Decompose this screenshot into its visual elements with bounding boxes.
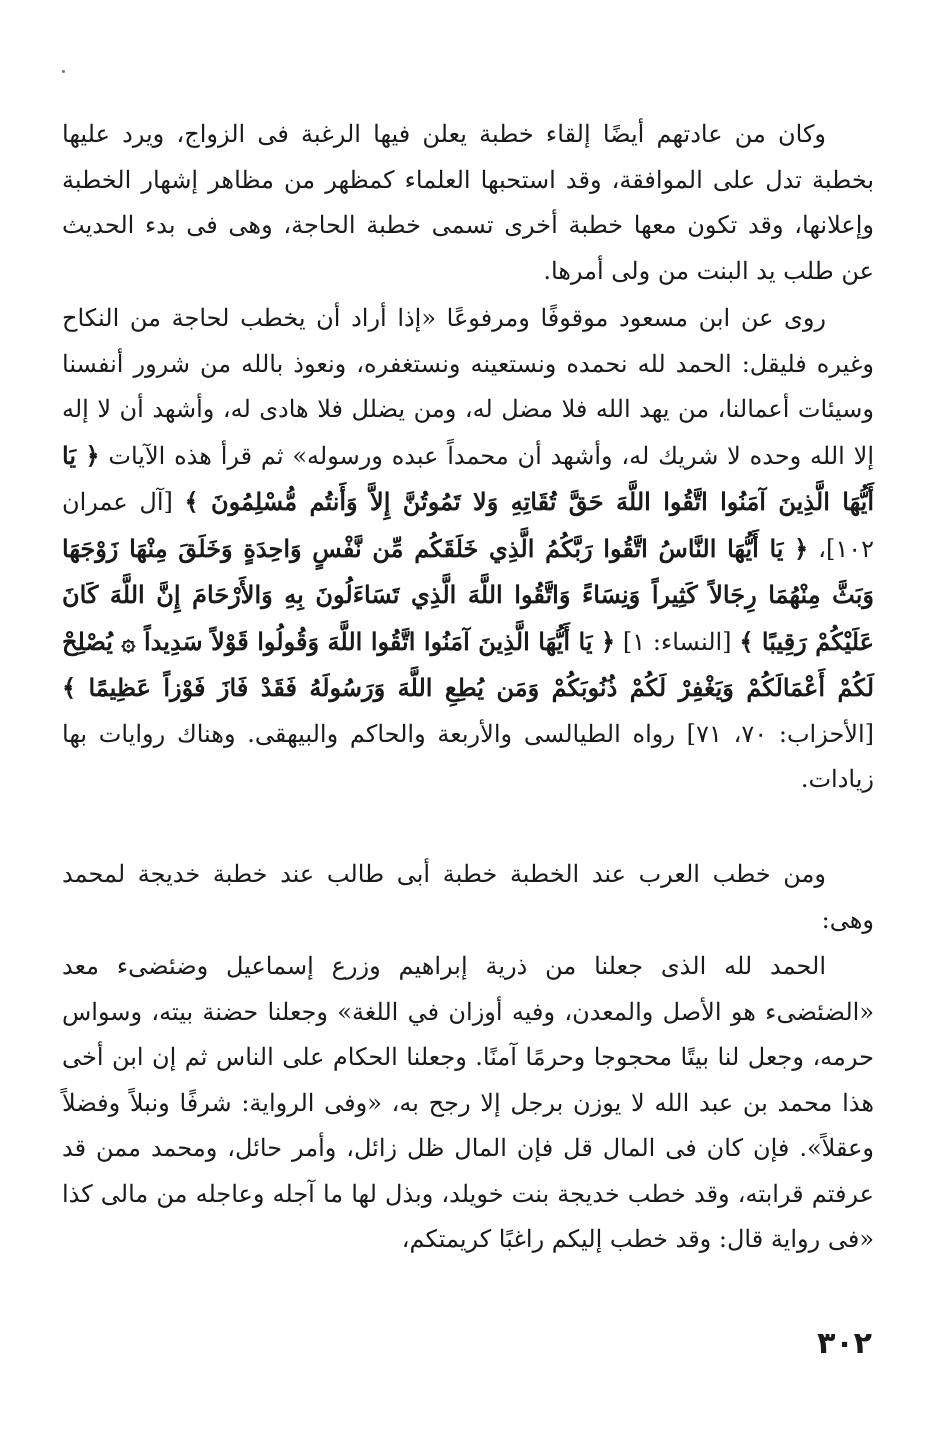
quran-verse-al-ahzab: ﴿ يَا أَيُّهَا الَّذِينَ آمَنُوا اتَّقُوا اللَّهَ وَقُولُوا قَوْلاً سَدِيداً ۞ يُصْلِحْ لَكُمْ أَعْمَالَكُمْ وَيَغْفِرْ لَكُمْ ذُنُوبَكُمْ وَمَن يُطِعِ اللَّهَ وَرَسُولَهُ فَقَدْ فَازَ فَوْزاً عَظِيمًا ﴾ bbox=[62, 626, 874, 702]
hadith-text: روى عن ابن مسعود موقوفًا ومرفوعًا «إذا أراد أن يخطب لحاجة من النكاح وغيره فليقل: الحمد لله نحمده ونستعينه ونستغفره، ونعوذ بالله من شرور أنفسنا وسيئات أعمالنا، من يهد الله فلا مضل له، ومن يضلل فلا هادى له، وأشهد أن لا إله إلا الله وحده لا شريك له، وأشهد أن محمداً عبده ورسوله» ثم قرأ هذه الآيات bbox=[62, 304, 874, 470]
verse-reference-an-nisa: [النساء: ١] bbox=[615, 627, 740, 656]
page-number: ٣٠٢ bbox=[817, 1326, 872, 1361]
quran-verse-al-imran: ﴿ يَا أَيُّهَا الَّذِينَ آمَنُوا اتَّقُوا اللَّهَ حَقَّ تُقَاتِهِ وَلا تَمُوتُنَّ إِلاَّ وَأَنتُم مُّسْلِمُونَ ﴾ bbox=[62, 440, 874, 516]
paragraph-text: ومن خطب العرب عند الخطبة خطبة أبى طالب عند خطبة خديجة لمحمد وهى: bbox=[62, 860, 874, 934]
paragraph-text: وكان من عادتهم أيضًا إلقاء خطبة يعلن فيها الرغبة فى الزواج، ويرد عليها بخطبة تدل على الموافقة، وقد استحبها العلماء كمظهر من مظاهر إشهار الخطبة وإعلانها، وقد تكون معها خطبة أخرى تسمى خطبة الحاجة، وهى فى بدء الحديث عن طلب يد البنت من ولى أمرها. bbox=[62, 120, 875, 285]
paragraph-abu-talib-sermon bbox=[62, 944, 874, 1263]
paragraph-hadith-sermon bbox=[62, 296, 874, 803]
verse-reference-al-ahzab: [الأحزاب: ٧٠، ٧١] رواه الطيالسى والأربعة والحاكم والبيهقى. وهناك روايات بها زيادات. bbox=[62, 719, 875, 793]
paragraph-abu-talib-intro bbox=[62, 852, 874, 943]
page-mark bbox=[62, 70, 65, 73]
paragraph-text: الحمد لله الذى جعلنا من ذرية إبراهيم وزرع إسماعيل وضئضىء معد «الضئضىء هو الأصل والمعدن، وفيه أوزان في اللغة» وجعلنا حضنة بيته، وسواس حرمه، وجعل لنا بيتًا محجوجا وحرمًا آمنًا. وجعلنا الحكام على الناس ثم إن ابن أخى هذا محمد بن عبد الله لا يوزن برجل إلا رجح به، «وفى الرواية: شرفًا ونبلاً وفضلاً وعقلاً». فإن كان فى المال قل فإن المال ظل زائل، وأمر حائل، ومحمد ممن قد عرفتم قرابته، وقد خطب خديجة بنت خويلد، وبذل لها ما آجله وعاجله من مالى كذا «فى رواية قال: وقد خطب إليكم راغبًا كريمتكم، bbox=[62, 952, 874, 1253]
verse-reference-al-imran: [آل عمران ١٠٢]، bbox=[62, 488, 874, 563]
paragraph-marriage-custom bbox=[62, 112, 874, 294]
quran-verse-an-nisa: ﴿ يَا أَيُّهَا النَّاسُ اتَّقُوا رَبَّكُمُ الَّذِي خَلَقَكُم مِّن نَّفْسٍ وَاحِدَةٍ وَخَلَقَ مِنْهَا زَوْجَهَا وَبَثَّ مِنْهُمَا رِجَالاً كَثِيراً وَنِسَاءً وَاتَّقُوا اللَّهَ الَّذِي تَسَاءَلُونَ بِهِ وَالأَرْحَامَ إِنَّ اللَّهَ كَانَ عَلَيْكُمْ رَقِيبًا ﴾ bbox=[62, 533, 874, 656]
paragraph-text bbox=[62, 296, 874, 803]
